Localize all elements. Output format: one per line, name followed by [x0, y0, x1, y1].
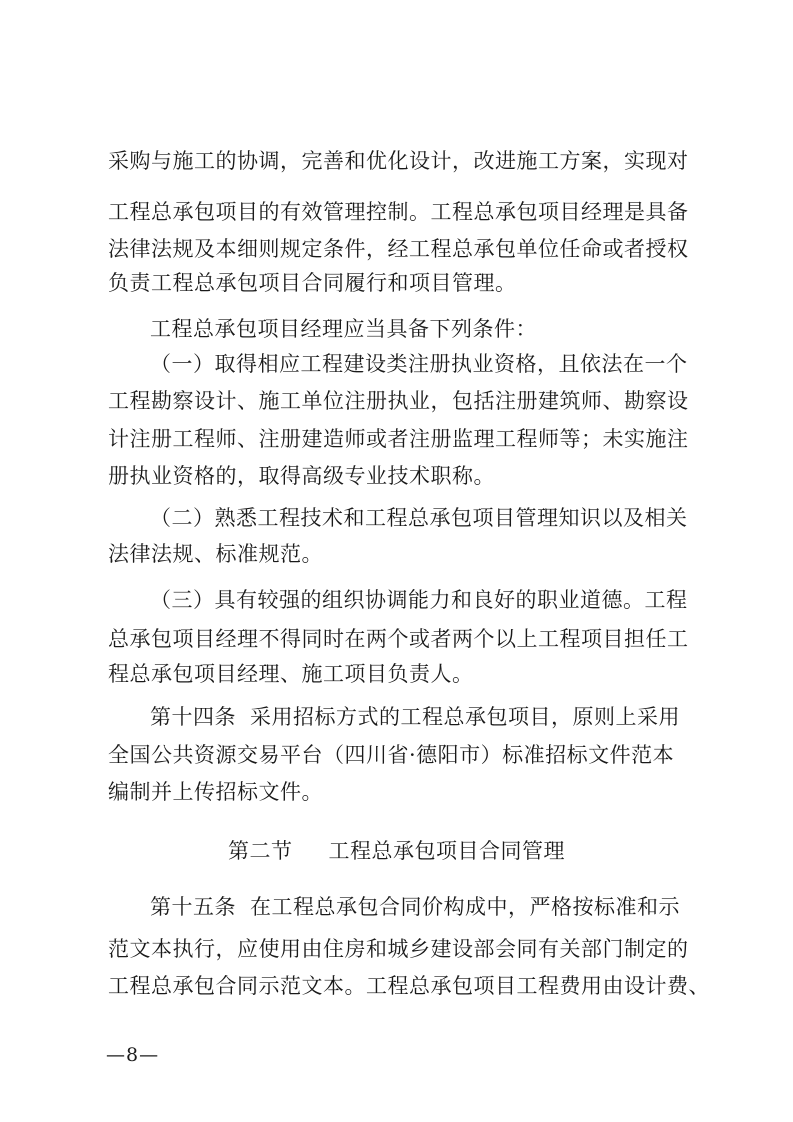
article-number: 第十四条: [150, 705, 236, 729]
section-heading: [0, 839, 793, 863]
text-line: 法律法规、标准规范。: [108, 542, 323, 566]
text-line: 法律法规及本细则规定条件，经工程总承包单位任命或者授权: [108, 237, 689, 261]
text-line: 册执业资格的，取得高级专业技术职称。: [108, 464, 495, 488]
text-line: 采购与施工的协调，完善和优化设计，改进施工方案，实现对: [108, 149, 689, 173]
text-line: 全国公共资源交易平台（四川省·德阳市）标准招标文件范本: [108, 743, 675, 767]
text-line: 范文本执行，应使用由住房和城乡建设部会同有关部门制定的: [108, 937, 689, 961]
article-15-first-line: [150, 895, 680, 919]
text-line: 工程总承包合同示范文本。工程总承包项目工程费用由设计费、: [108, 974, 710, 998]
list-item-3: （三）具有较强的组织协调能力和良好的职业道德。工程: [150, 588, 688, 612]
text-line: 程总承包项目经理、施工项目负责人。: [108, 662, 474, 686]
text-line: 工程总承包项目经理应当具备下列条件：: [150, 317, 537, 341]
text-line: 编制并上传招标文件。: [108, 780, 323, 804]
list-item-2: （二）熟悉工程技术和工程总承包项目管理知识以及相关: [150, 506, 688, 530]
text-line: 负责工程总承包项目合同履行和项目管理。: [108, 271, 517, 295]
article-14-first-line: [150, 705, 680, 729]
text-line: 采用招标方式的工程总承包项目，原则上采用: [250, 705, 680, 729]
text-line: 总承包项目经理不得同时在两个或者两个以上工程项目担任工: [108, 627, 689, 651]
list-item-1: （一）取得相应工程建设类注册执业资格，且依法在一个: [150, 352, 688, 376]
text-line: 工程总承包项目的有效管理控制。工程总承包项目经理是具备: [108, 200, 689, 224]
article-number: 第十五条: [150, 895, 236, 919]
text-line: 工程勘察设计、施工单位注册执业，包括注册建筑师、勘察设: [108, 389, 689, 413]
text-line: 计注册工程师、注册建造师或者注册监理工程师等；未实施注: [108, 427, 689, 451]
page-number: —8—: [106, 1044, 160, 1066]
section-number: 第二节: [228, 839, 293, 863]
section-title: 工程总承包项目合同管理: [328, 839, 565, 863]
text-line: 在工程总承包合同价构成中，严格按标准和示: [250, 895, 680, 919]
